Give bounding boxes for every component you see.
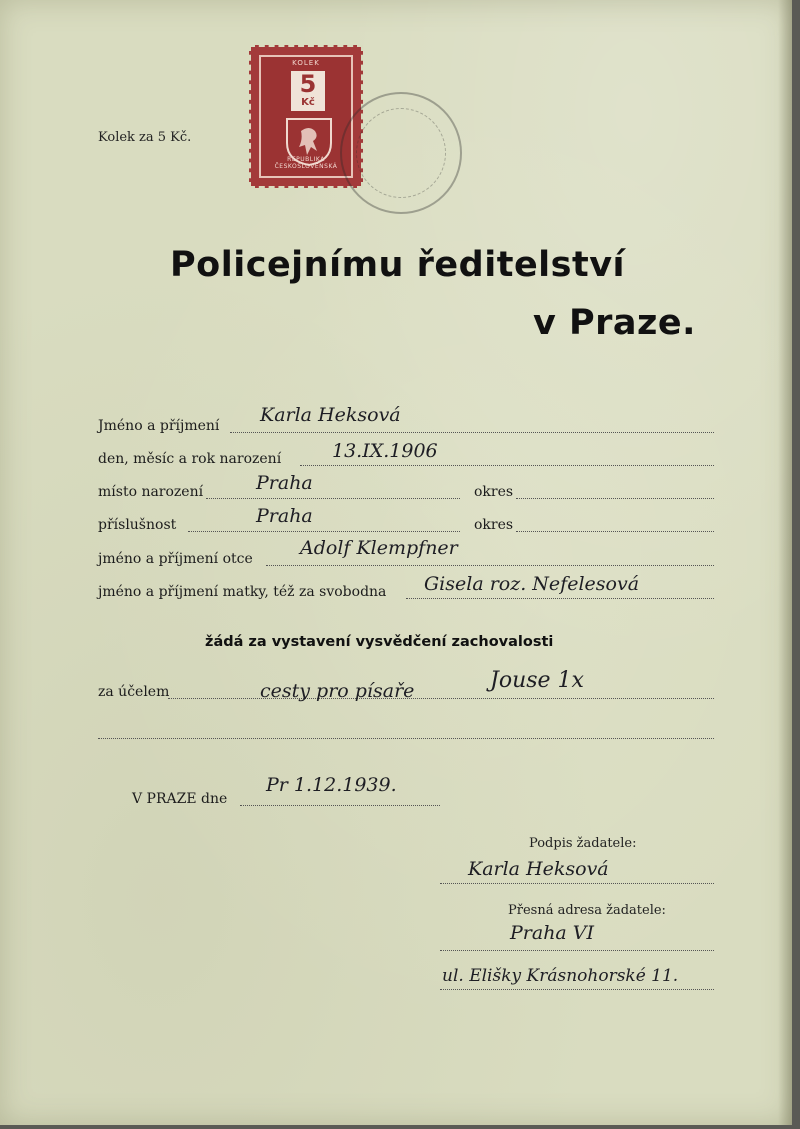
district2-field-line — [516, 531, 714, 532]
request-heading: žádá za vystavení vysvědčení zachovalosti — [205, 634, 554, 650]
purpose-field-line — [168, 698, 714, 699]
title-line1: Policejnímu ředitelství — [170, 245, 626, 285]
mother-label: jméno a příjmení matky, též za svobodna — [98, 584, 387, 600]
father-label: jméno a příjmení otce — [98, 551, 253, 567]
place-date-value: Pr 1.12.1939. — [266, 774, 397, 796]
birthplace-label: místo narození — [98, 484, 204, 500]
father-field-line — [266, 565, 714, 566]
citizenship-value: Praha — [256, 505, 313, 527]
birth-date-label: den, měsíc a rok narození — [98, 451, 282, 467]
address-field-line-2 — [440, 989, 714, 990]
revenue-stamp-value: 5 — [299, 70, 317, 98]
postmark-cancellation — [340, 92, 462, 214]
address-value-line1: Praha VI — [510, 922, 595, 944]
birth-date-value: 13.IX.1906 — [332, 440, 438, 462]
revenue-stamp-value-box — [291, 71, 325, 111]
address-value-line2: ul. Elišky Krásnohorské 11. — [442, 966, 679, 986]
name-value: Karla Heksová — [260, 404, 401, 426]
citizenship-label: příslušnost — [98, 517, 177, 533]
name-field-line — [230, 432, 714, 433]
citizenship-field-line — [188, 531, 460, 532]
postmark-inner-ring — [356, 108, 446, 198]
mother-value: Gisela roz. Nefelesová — [424, 573, 640, 595]
purpose-label: za účelem — [98, 684, 170, 700]
purpose-value: cesty pro písaře — [260, 680, 415, 702]
stamp-note: Kolek za 5 Kč. — [98, 130, 192, 145]
address-label: Přesná adresa žadatele: — [508, 903, 666, 918]
revenue-stamp-top-text: KOLEK — [292, 59, 320, 67]
purpose-field-line-2 — [98, 738, 714, 739]
district-label: okres — [474, 484, 514, 500]
signature-field-line — [440, 883, 714, 884]
revenue-stamp-frame — [259, 55, 353, 178]
district-field-line — [516, 498, 714, 499]
date-field-line — [240, 805, 440, 806]
district2-label: okres — [474, 517, 514, 533]
signature-label: Podpis žadatele: — [529, 836, 637, 851]
revenue-stamp-bottom-text: REPUBLIKA ČESKOSLOVENSKÁ — [274, 156, 338, 170]
title-line2: v Praze. — [533, 303, 696, 343]
place-date-label: V PRAZE dne — [132, 791, 228, 807]
signature-value: Karla Heksová — [468, 858, 609, 880]
address-field-line-1 — [440, 950, 714, 951]
father-value: Adolf Klempfner — [300, 537, 458, 559]
purpose-value-note: Jouse 1x — [490, 668, 584, 693]
name-label: Jméno a příjmení — [98, 418, 220, 434]
birthplace-field-line — [206, 498, 460, 499]
revenue-stamp-unit: Kč — [301, 97, 315, 108]
birthplace-value: Praha — [256, 472, 313, 494]
birth-date-field-line — [300, 465, 714, 466]
mother-field-line — [406, 598, 714, 599]
